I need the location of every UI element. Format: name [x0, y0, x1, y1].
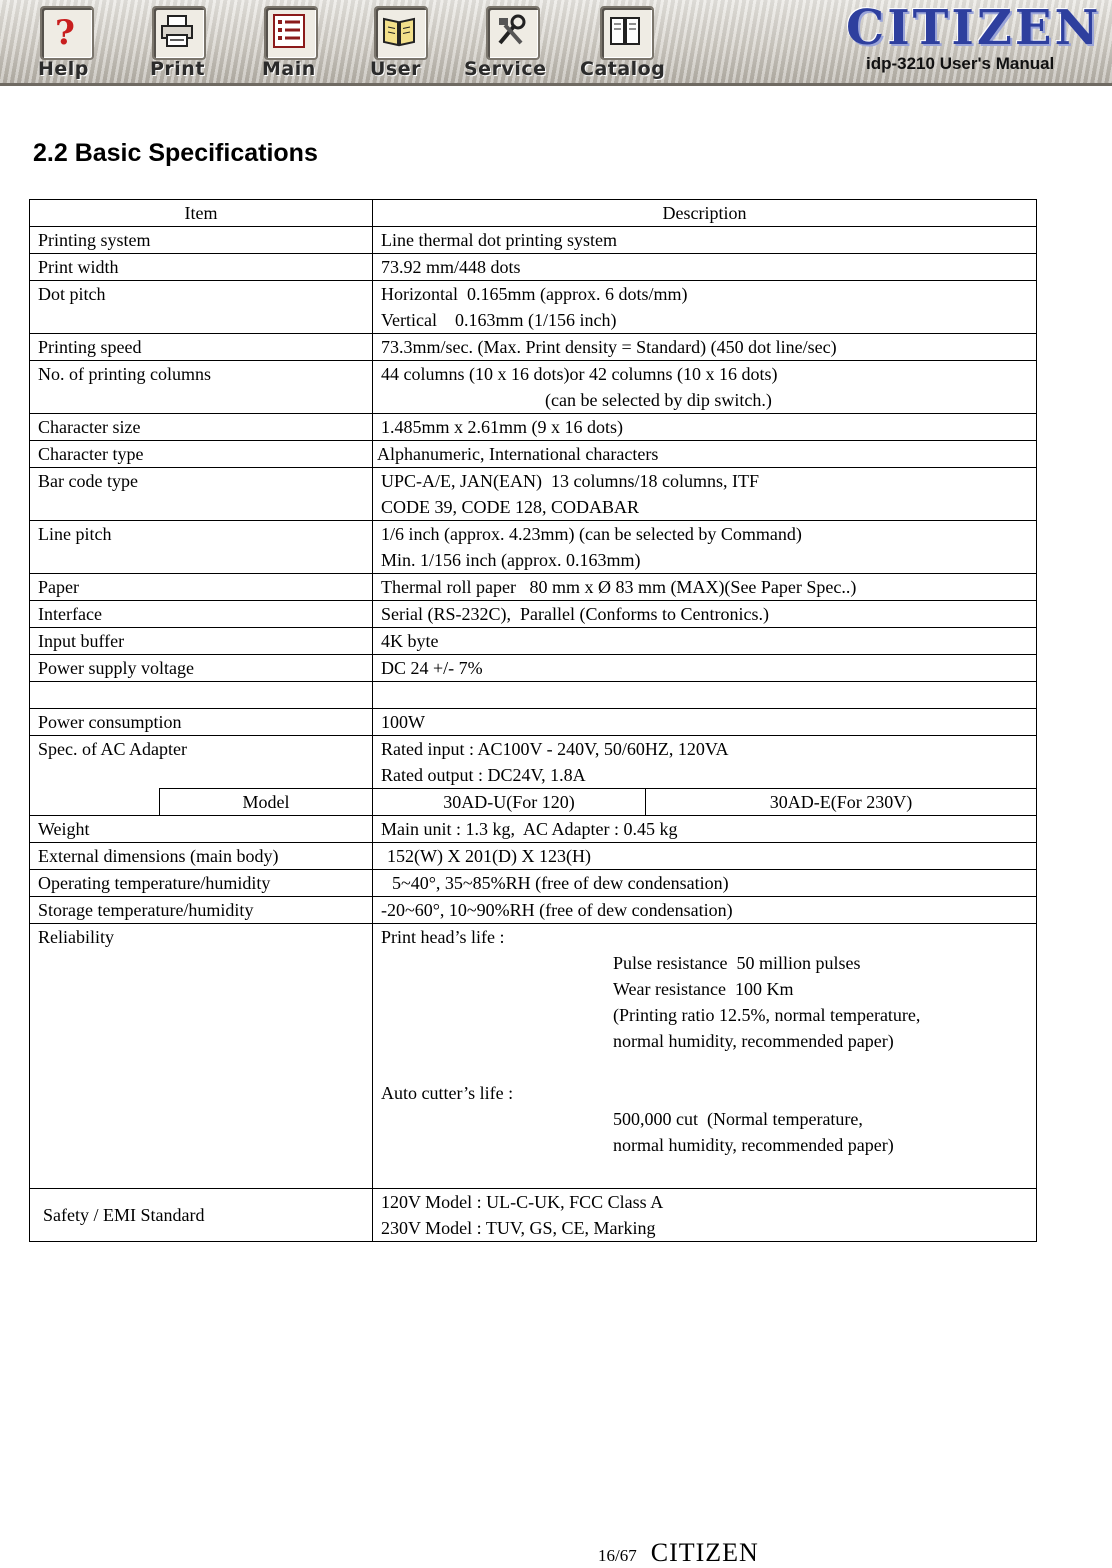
row-description: Main unit : 1.3 kg, AC Adapter : 0.45 kg: [373, 816, 1037, 843]
row-item: Reliability: [30, 924, 373, 1189]
table-row: [30, 628, 1037, 655]
print-button[interactable]: [142, 4, 242, 82]
header-description: Description: [373, 200, 1037, 227]
table-row: [30, 1189, 1037, 1242]
description-line: CODE 39, CODE 128, CODABAR: [381, 497, 640, 517]
catalog-label: Catalog: [580, 58, 666, 80]
section-title: 2.2 Basic Specifications: [33, 139, 318, 167]
empty-cell: [30, 682, 373, 709]
table-row: [30, 709, 1037, 736]
specifications-table: [29, 199, 1037, 1242]
row-item: Power consumption: [30, 709, 373, 736]
main-label: Main: [262, 58, 316, 80]
row-item: Printing speed: [30, 334, 373, 361]
description-line: 230V Model : TUV, GS, CE, Marking: [381, 1218, 656, 1238]
row-description: Line thermal dot printing system: [373, 227, 1037, 254]
row-item: Weight: [30, 816, 373, 843]
catalog-book-icon: [600, 6, 654, 60]
reliability-head-title: Print head’s life :: [381, 927, 505, 947]
row-description: 100W: [373, 709, 1037, 736]
row-item: Character size: [30, 414, 373, 441]
empty-cell: [30, 789, 160, 816]
table-row-empty: [30, 682, 1037, 709]
toolbar: [0, 0, 1112, 86]
table-row: [30, 843, 1037, 870]
table-row: [30, 334, 1037, 361]
row-item: Safety / EMI Standard: [30, 1189, 373, 1242]
row-description: 4K byte: [373, 628, 1037, 655]
reliability-cutter-title: Auto cutter’s life :: [381, 1083, 514, 1103]
row-description: Thermal roll paper 80 mm x Ø 83 mm (MAX)(See Paper Spec..): [373, 574, 1037, 601]
main-button[interactable]: [254, 4, 354, 82]
table-row: [30, 521, 1037, 574]
table-row: [30, 601, 1037, 628]
reliability-line: 500,000 cut (Normal temperature,: [613, 1109, 863, 1129]
table-row: [30, 736, 1037, 789]
model-value-120: 30AD-U(For 120): [373, 789, 646, 816]
model-value-230: 30AD-E(For 230V): [646, 789, 1037, 816]
description-line: 44 columns (10 x 16 dots)or 42 columns (10 x 16 dots): [381, 364, 778, 384]
table-row: [30, 574, 1037, 601]
description-line: Horizontal 0.165mm (approx. 6 dots/mm): [381, 284, 688, 304]
row-item: Storage temperature/humidity: [30, 897, 373, 924]
question-icon: [40, 6, 94, 60]
description-line: Rated output : DC24V, 1.8A: [381, 765, 586, 785]
row-description: [373, 736, 1037, 789]
header-item: Item: [30, 200, 373, 227]
model-label: Model: [160, 789, 373, 816]
row-item: Dot pitch: [30, 281, 373, 334]
service-button[interactable]: [464, 4, 576, 82]
row-item: Paper: [30, 574, 373, 601]
row-description: [373, 468, 1037, 521]
table-row: [30, 441, 1037, 468]
row-description: [373, 281, 1037, 334]
row-description: [373, 924, 1037, 1189]
user-button[interactable]: [364, 4, 464, 82]
row-description: 152(W) X 201(D) X 123(H): [373, 843, 1037, 870]
row-description: Alphanumeric, International characters: [373, 441, 1037, 468]
reliability-line: normal humidity, recommended paper): [613, 1031, 894, 1051]
description-line: Min. 1/156 inch (approx. 0.163mm): [381, 550, 641, 570]
help-label: Help: [38, 58, 89, 80]
description-line: Rated input : AC100V - 240V, 50/60HZ, 120VA: [381, 739, 729, 759]
help-button[interactable]: [30, 4, 130, 82]
row-item: Printing system: [30, 227, 373, 254]
row-item: Input buffer: [30, 628, 373, 655]
book-open-icon: [374, 6, 428, 60]
row-item: Operating temperature/humidity: [30, 870, 373, 897]
table-row-reliability: [30, 924, 1037, 1189]
tools-icon: [486, 6, 540, 60]
list-icon: [264, 6, 318, 60]
spacer-line: [381, 1054, 1028, 1080]
row-description: [373, 1189, 1037, 1242]
row-item: Spec. of AC Adapter: [30, 736, 373, 789]
catalog-button[interactable]: [580, 4, 690, 82]
empty-cell: [373, 682, 1037, 709]
reliability-line: (Printing ratio 12.5%, normal temperature,: [613, 1005, 921, 1025]
table-row: [30, 897, 1037, 924]
table-header-row: [30, 200, 1037, 227]
table-row: [30, 361, 1037, 414]
description-line: (can be selected by dip switch.): [545, 390, 772, 410]
row-item: External dimensions (main body): [30, 843, 373, 870]
reliability-line: Wear resistance 100 Km: [613, 979, 794, 999]
table-row: [30, 281, 1037, 334]
reliability-line: normal humidity, recommended paper): [613, 1135, 894, 1155]
footer-brand: CITIZEN: [650, 1538, 759, 1567]
row-description: 73.92 mm/448 dots: [373, 254, 1037, 281]
row-item: No. of printing columns: [30, 361, 373, 414]
table-row: [30, 227, 1037, 254]
service-label: Service: [464, 58, 547, 80]
description-line: UPC-A/E, JAN(EAN) 13 columns/18 columns, ITF: [381, 471, 759, 491]
reliability-line: Pulse resistance 50 million pulses: [613, 953, 861, 973]
table-row: [30, 414, 1037, 441]
row-description: 1.485mm x 2.61mm (9 x 16 dots): [373, 414, 1037, 441]
table-row: [30, 468, 1037, 521]
row-item: Bar code type: [30, 468, 373, 521]
manual-title: idp-3210 User's Manual: [866, 54, 1055, 73]
printer-icon: [152, 6, 206, 60]
print-label: Print: [150, 58, 205, 80]
row-description: 5~40°, 35~85%RH (free of dew condensation): [373, 870, 1037, 897]
user-label: User: [370, 58, 421, 80]
row-item: Print width: [30, 254, 373, 281]
table-row: [30, 816, 1037, 843]
page-number: 16/67: [598, 1546, 637, 1565]
row-item: Character type: [30, 441, 373, 468]
page-footer: [598, 1538, 759, 1568]
table-row-model: [30, 789, 1037, 816]
row-description: Serial (RS-232C), Parallel (Conforms to Centronics.): [373, 601, 1037, 628]
row-description: -20~60°, 10~90%RH (free of dew condensation): [373, 897, 1037, 924]
row-description: [373, 361, 1037, 414]
table-row: [30, 655, 1037, 682]
table-row: [30, 870, 1037, 897]
description-line: 120V Model : UL-C-UK, FCC Class A: [381, 1192, 664, 1212]
table-row: [30, 254, 1037, 281]
row-item: Interface: [30, 601, 373, 628]
row-description: [373, 521, 1037, 574]
row-item: Line pitch: [30, 521, 373, 574]
svg-text:?: ?: [55, 13, 75, 49]
row-item: Power supply voltage: [30, 655, 373, 682]
row-description: 73.3mm/sec. (Max. Print density = Standard) (450 dot line/sec): [373, 334, 1037, 361]
row-description: DC 24 +/- 7%: [373, 655, 1037, 682]
citizen-logo: CITIZEN: [846, 0, 1102, 56]
description-line: 1/6 inch (approx. 4.23mm) (can be selected by Command): [381, 524, 802, 544]
description-line: Vertical 0.163mm (1/156 inch): [381, 310, 617, 330]
